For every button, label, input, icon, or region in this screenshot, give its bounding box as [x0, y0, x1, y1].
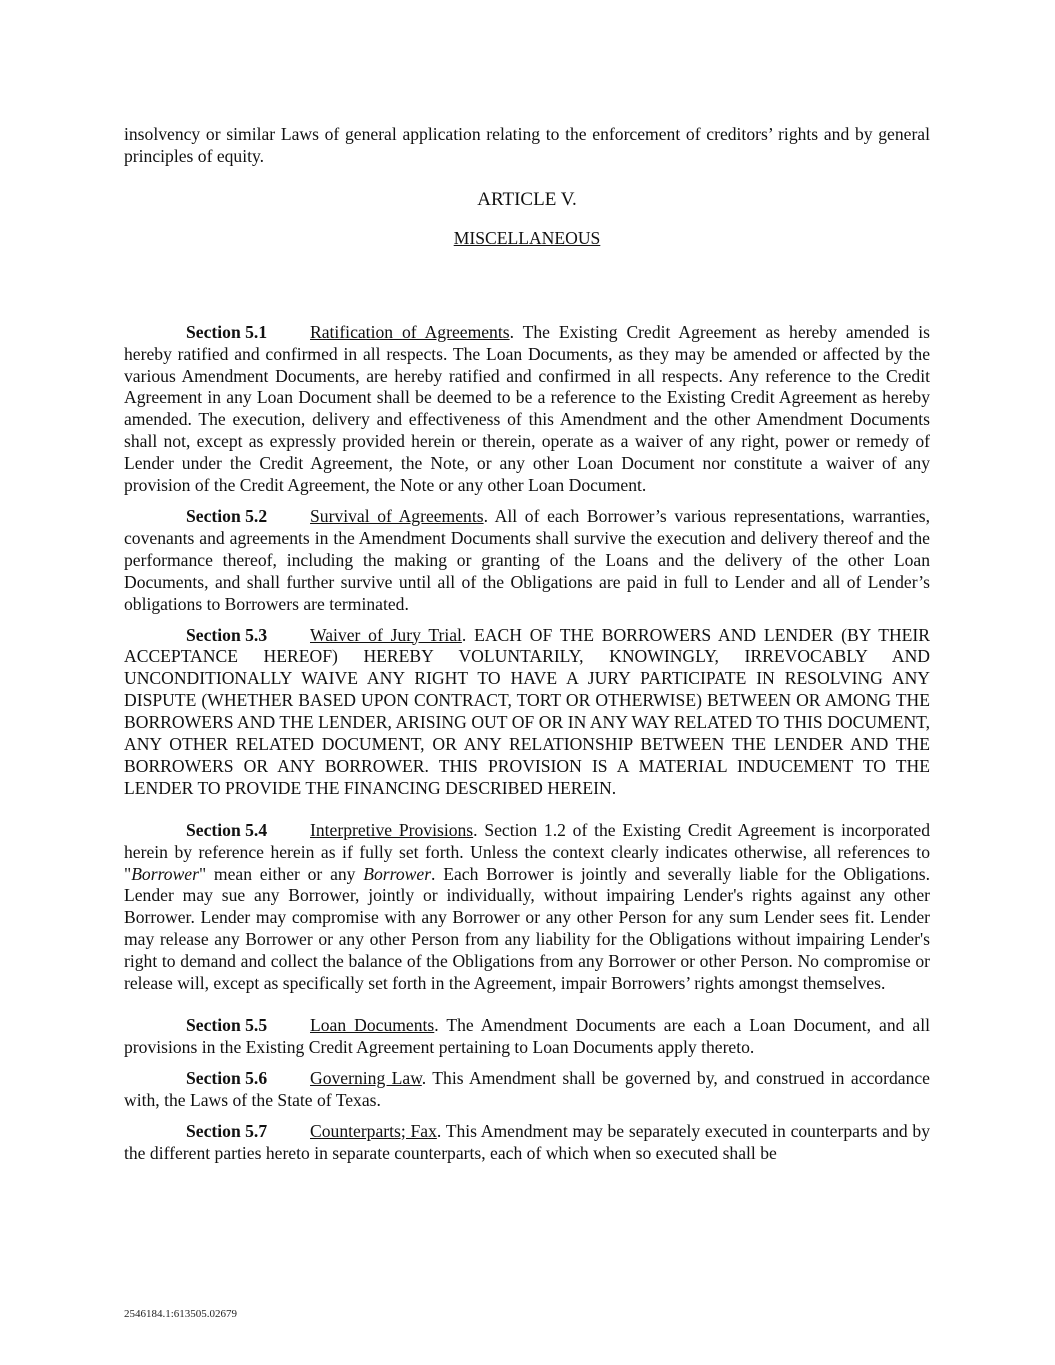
section-body: . The Existing Credit Agreement as hereby amended is hereby ratified and confirmed in all respects. The Loan Documents, as they may be amended or affected by the various Amendment Documents, are hereby ratified and confirmed in all respects. Any reference to the Credit Agreement in any Loan Document shall be deemed to be a reference to the Existing Credit Agreement as hereby amended. The execution, delivery and effectiveness of this Amendment and the other Amendment Documents shall not, except as expressly provided herein or therein, operate as a waiver of any right, power or remedy of Lender under the Credit Agreement, the Note, or any other Loan Document nor constitute a waiver of any provision of the Credit Agreement, the Note or any other Loan Document.	[124, 321, 930, 496]
section-body: . All of each Borrower’s various representations, warranties, covenants and agreements in the Amendment Documents shall survive the execution and delivery thereof and the performance thereof, including the making or granting of the Loans and the delivery of the other Loan Documents, and shall further survive until all of the Obligations are paid in full to Lender and all of Lender’s obligations to Borrowers are terminated.	[124, 505, 931, 614]
article-heading: ARTICLE V.	[477, 188, 577, 210]
section-5-7	[124, 1121, 930, 1165]
section-5-2	[124, 506, 930, 616]
section-5-1	[124, 322, 930, 497]
section-number: Section 5.3	[186, 624, 268, 645]
section-number: Section 5.6	[186, 1067, 268, 1088]
defined-term: Borrower	[363, 863, 432, 884]
section-body: . This Amendment may be separately executed in counterparts and by the different parties hereto in separate counterparts, each of which when so executed shall be	[124, 1120, 930, 1163]
section-body: . Section 1.2 of the Existing Credit Agreement is incorporated herein by reference herein as if fully set forth. Unless the context clearly indicates otherwise, all references to "	[124, 819, 930, 884]
section-caption: Survival of Agreements	[310, 505, 484, 526]
intro-paragraph: insolvency or similar Laws of general application relating to the enforcement of creditors’ rights and by general principles of equity.	[124, 124, 930, 166]
document-body	[124, 124, 930, 1164]
section-number: Section 5.4	[186, 819, 268, 840]
section-body: . Each Borrower is jointly and severally liable for the Obligations. Lender may sue any Borrower, jointly or individually, without impairing Lender's rights against any other Borrower. Lender may compromise with any Borrower or any other Person for any sum Lender sees fit. Lender may release any Borrower or any other Person from any liability for the Obligations without impairing Lender's right to demand and collect the balance of the Obligations from any Borrower or other Person. No compromise or release will, except as specifically set forth in the Agreement, impair Borrowers’ rights amongst themselves.	[124, 863, 930, 994]
section-number: Section 5.1	[186, 321, 268, 342]
section-caption: Ratification of Agreements	[310, 321, 510, 342]
section-5-4	[124, 820, 930, 995]
section-body: . EACH OF THE BORROWERS AND LENDER (BY THEIR ACCEPTANCE HEREOF) HEREBY VOLUNTARILY, KNOWINGLY, IRREVOCABLY AND UNCONDITIONALLY WAIVE ANY RIGHT TO HAVE A JURY PARTICIPATE IN RESOLVING ANY DISPUTE (WHETHER BASED UPON CONTRACT, TORT OR OTHERWISE) BETWEEN OR AMONG THE BORROWERS AND THE LENDER, ARISING OUT OF OR IN ANY WAY RELATED TO THIS DOCUMENT, ANY OTHER RELATED DOCUMENT, OR ANY RELATIONSHIP BETWEEN THE LENDER AND THE BORROWERS OR ANY BORROWER. THIS PROVISION IS A MATERIAL INDUCEMENT TO THE LENDER TO PROVIDE THE FINANCING DESCRIBED HEREIN.	[124, 624, 930, 798]
section-5-5	[124, 1015, 930, 1059]
article-subheading: MISCELLANEOUS	[453, 227, 601, 248]
section-number: Section 5.7	[186, 1120, 268, 1141]
section-number: Section 5.2	[186, 505, 268, 526]
section-body: " mean either or any	[198, 863, 364, 884]
section-number: Section 5.5	[186, 1015, 268, 1035]
section-caption: Loan Documents	[310, 1015, 435, 1035]
section-body: . The Amendment Documents are each a Loan Document, and all provisions in the Existing Credit Agreement pertaining to Loan Documents apply thereto.	[124, 1015, 931, 1057]
section-caption: Waiver of Jury Trial	[310, 624, 462, 645]
defined-term: Borrower	[131, 863, 199, 884]
section-5-3	[124, 625, 930, 800]
section-caption: Interpretive Provisions	[310, 819, 474, 840]
section-5-6	[124, 1068, 930, 1112]
section-caption: Counterparts; Fax	[310, 1120, 437, 1141]
section-caption: Governing Law	[310, 1067, 422, 1088]
document-footer-id: 2546184.1:613505.02679	[124, 1308, 238, 1320]
section-body: . This Amendment shall be governed by, and construed in accordance with, the Laws of the State of Texas.	[124, 1067, 930, 1110]
